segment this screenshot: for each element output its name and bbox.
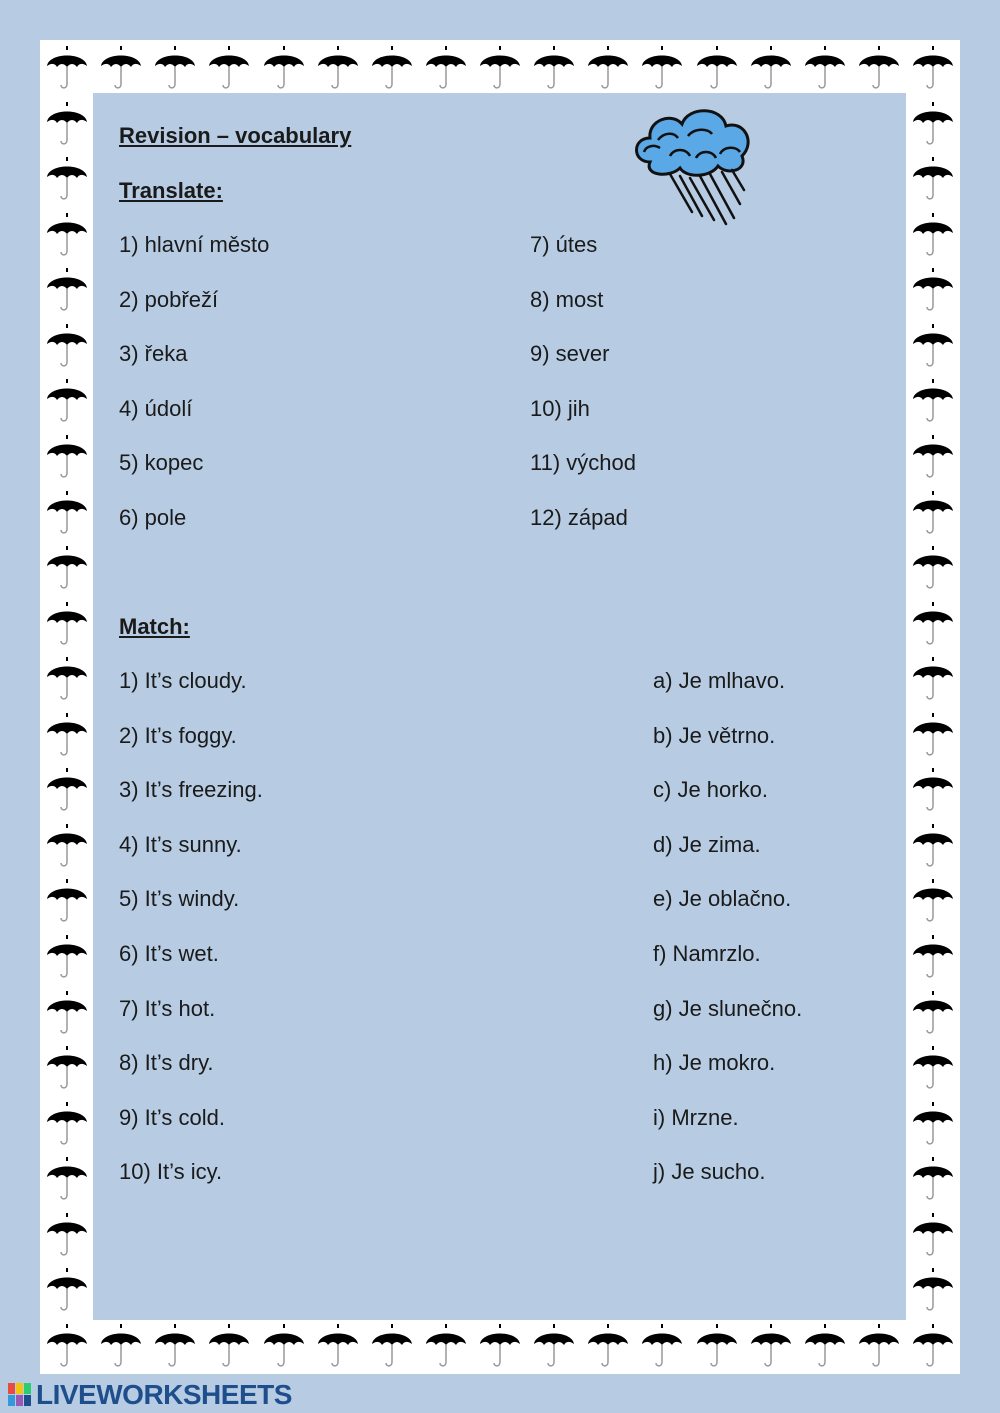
umbrella-icon <box>585 1322 631 1370</box>
list-item: 6) pole <box>119 505 187 530</box>
worksheet-content-area <box>93 93 906 1320</box>
umbrella-icon <box>910 266 956 314</box>
umbrella-icon <box>152 1322 198 1370</box>
list-item: 10) jih <box>530 395 590 421</box>
logo-blocks-icon <box>8 1383 32 1407</box>
umbrella-icon <box>44 1266 90 1314</box>
umbrella-icon <box>44 1100 90 1148</box>
umbrella-icon <box>315 44 361 92</box>
umbrella-icon <box>531 1322 577 1370</box>
list-item: 12) západ <box>530 505 628 530</box>
umbrella-icon <box>261 44 307 92</box>
umbrella-icon <box>44 877 90 925</box>
umbrella-icon <box>44 655 90 703</box>
rain-cloud-icon <box>630 100 755 230</box>
umbrella-icon <box>910 711 956 759</box>
list-item: 8) most <box>530 286 604 312</box>
list-item: 5) kopec <box>119 450 204 476</box>
umbrella-icon <box>98 1322 144 1370</box>
umbrella-icon <box>910 433 956 481</box>
umbrella-icon <box>585 44 631 92</box>
umbrella-icon <box>423 1322 469 1370</box>
umbrella-icon <box>910 766 956 814</box>
umbrella-icon <box>44 711 90 759</box>
list-item: 3) řeka <box>119 341 188 367</box>
umbrella-icon <box>748 44 794 92</box>
list-item: 6) It’s wet. <box>119 941 219 966</box>
umbrella-icon <box>910 1100 956 1148</box>
list-item: d) Je zima. <box>653 831 761 857</box>
umbrella-icon <box>639 44 685 92</box>
umbrella-icon <box>802 1322 848 1370</box>
umbrella-icon <box>910 822 956 870</box>
umbrella-icon <box>802 44 848 92</box>
umbrella-icon <box>856 44 902 92</box>
umbrella-icon <box>44 933 90 981</box>
umbrella-icon <box>910 655 956 703</box>
umbrella-icon <box>910 377 956 425</box>
umbrella-icon <box>261 1322 307 1370</box>
umbrella-icon <box>44 1211 90 1259</box>
umbrella-icon <box>44 322 90 370</box>
umbrella-icon <box>910 1155 956 1203</box>
umbrella-icon <box>531 44 577 92</box>
umbrella-icon <box>44 211 90 259</box>
list-item: h) Je mokro. <box>653 1050 776 1076</box>
umbrella-icon <box>910 1044 956 1092</box>
umbrella-icon <box>44 266 90 314</box>
umbrella-icon <box>44 100 90 148</box>
umbrella-icon <box>44 44 90 92</box>
umbrella-icon <box>206 44 252 92</box>
list-item: a) Je mlhavo. <box>653 668 786 693</box>
umbrella-icon <box>423 44 469 92</box>
list-item: 8) It’s dry. <box>119 1050 214 1076</box>
worksheet-title: Revision – vocabulary <box>119 123 352 148</box>
umbrella-icon <box>477 44 523 92</box>
list-item: j) Je sucho. <box>653 1159 766 1185</box>
list-item: 2) It’s foggy. <box>119 722 237 748</box>
list-item: g) Je slunečno. <box>653 995 803 1021</box>
umbrella-icon <box>910 544 956 592</box>
match-heading: Match: <box>119 614 190 639</box>
umbrella-icon <box>910 489 956 537</box>
umbrella-icon <box>152 44 198 92</box>
umbrella-icon <box>910 322 956 370</box>
umbrella-icon <box>748 1322 794 1370</box>
umbrella-icon <box>910 1266 956 1314</box>
list-item: i) Mrzne. <box>653 1104 739 1130</box>
umbrella-icon <box>910 989 956 1037</box>
list-item: b) Je větrno. <box>653 722 776 748</box>
umbrella-icon <box>44 1155 90 1203</box>
list-item: 1) It’s cloudy. <box>119 668 247 693</box>
umbrella-icon <box>910 600 956 648</box>
umbrella-icon <box>694 44 740 92</box>
translate-heading: Translate: <box>119 178 223 203</box>
umbrella-icon <box>477 1322 523 1370</box>
list-item: 1) hlavní město <box>119 232 270 257</box>
liveworksheets-logo[interactable] <box>8 1380 292 1410</box>
list-item: 4) It’s sunny. <box>119 831 242 857</box>
list-item: e) Je oblačno. <box>653 886 792 912</box>
list-item: 10) It’s icy. <box>119 1159 223 1185</box>
umbrella-icon <box>369 44 415 92</box>
umbrella-icon <box>910 155 956 203</box>
umbrella-icon <box>206 1322 252 1370</box>
umbrella-icon <box>44 1044 90 1092</box>
umbrella-icon <box>44 377 90 425</box>
umbrella-icon <box>910 1322 956 1370</box>
list-item: 9) sever <box>530 341 610 367</box>
umbrella-icon <box>44 1322 90 1370</box>
list-item: 3) It’s freezing. <box>119 777 263 803</box>
list-item: f) Namrzlo. <box>653 941 761 966</box>
umbrella-icon <box>694 1322 740 1370</box>
list-item: 2) pobřeží <box>119 286 219 312</box>
umbrella-icon <box>910 1211 956 1259</box>
umbrella-icon <box>910 44 956 92</box>
umbrella-icon <box>44 489 90 537</box>
list-item: 9) It’s cold. <box>119 1104 225 1130</box>
list-item: 4) údolí <box>119 395 193 421</box>
umbrella-icon <box>98 44 144 92</box>
umbrella-icon <box>910 211 956 259</box>
umbrella-icon <box>44 155 90 203</box>
umbrella-icon <box>44 989 90 1037</box>
umbrella-icon <box>639 1322 685 1370</box>
list-item: 7) útes <box>530 232 598 257</box>
umbrella-icon <box>910 933 956 981</box>
logo-text: LIVEWORKSHEETS <box>36 1379 292 1410</box>
umbrella-icon <box>44 766 90 814</box>
umbrella-icon <box>44 600 90 648</box>
umbrella-icon <box>910 100 956 148</box>
umbrella-icon <box>910 877 956 925</box>
umbrella-icon <box>856 1322 902 1370</box>
umbrella-icon <box>44 822 90 870</box>
umbrella-icon <box>44 433 90 481</box>
list-item: 5) It’s windy. <box>119 886 240 912</box>
umbrella-icon <box>44 544 90 592</box>
umbrella-icon <box>369 1322 415 1370</box>
list-item: 7) It’s hot. <box>119 995 216 1021</box>
list-item: c) Je horko. <box>653 777 768 803</box>
list-item: 11) východ <box>530 450 636 476</box>
umbrella-icon <box>315 1322 361 1370</box>
